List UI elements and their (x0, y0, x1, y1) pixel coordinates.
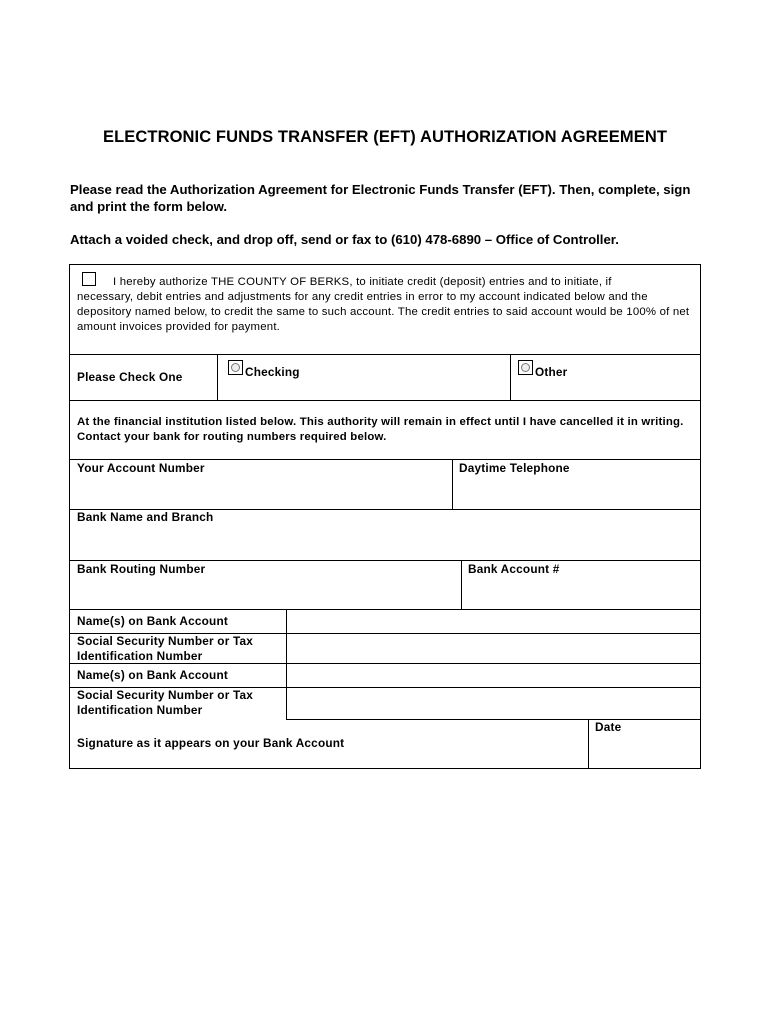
other-checkbox[interactable] (518, 360, 533, 375)
eft-form (69, 264, 701, 769)
divider (70, 400, 700, 401)
routing-number-label: Bank Routing Number (77, 562, 206, 576)
bank-name-label: Bank Name and Branch (77, 510, 214, 524)
names-2-label: Name(s) on Bank Account (77, 668, 228, 682)
authorization-text: necessary, debit entries and adjustments for any credit entries in error to my account indicated below and the depository named below, to credit the same to such account. The credit entries to said account would be 100% of net amount invoices provided for payment. (77, 291, 690, 333)
names-1-field[interactable] (287, 609, 701, 633)
institution-note: At the financial institution listed below. This authority will remain in effect until I have cancelled it in writing. Contact your bank for routing numbers required below. (77, 416, 684, 443)
signature-label: Signature as it appears on your Bank Account (77, 736, 345, 750)
divider (70, 354, 700, 355)
names-1-label: Name(s) on Bank Account (77, 614, 228, 628)
authorize-checkbox[interactable] (82, 272, 96, 286)
instructions-attach: Attach a voided check, and drop off, send or fax to (610) 478-6890 – Office of Controller. (70, 232, 619, 247)
ssn-2-label: Social Security Number or Tax Identification Number (77, 688, 254, 717)
instructions-read: Please read the Authorization Agreement for Electronic Funds Transfer (EFT). Then, complete, sign and print the form below. (70, 182, 691, 214)
checking-checkbox[interactable] (228, 360, 243, 375)
date-label: Date (595, 720, 622, 734)
account-number-label: Your Account Number (77, 461, 205, 475)
other-label: Other (535, 365, 568, 379)
divider (217, 354, 218, 400)
ssn-1-field[interactable] (287, 633, 701, 663)
divider (510, 354, 511, 400)
ssn-1-label: Social Security Number or Tax Identification Number (77, 634, 254, 663)
form-title: ELECTRONIC FUNDS TRANSFER (EFT) AUTHORIZATION AGREEMENT (102, 128, 668, 146)
check-one-label: Please Check One (77, 370, 183, 384)
authorization-first-line: I hereby authorize THE COUNTY OF BERKS, to initiate credit (deposit) entries and to initiate, if (113, 276, 612, 288)
names-2-field[interactable] (287, 663, 701, 687)
ssn-2-field[interactable] (287, 687, 701, 720)
bank-account-label: Bank Account # (468, 562, 560, 576)
checking-label: Checking (245, 365, 300, 379)
daytime-telephone-label: Daytime Telephone (459, 461, 570, 475)
